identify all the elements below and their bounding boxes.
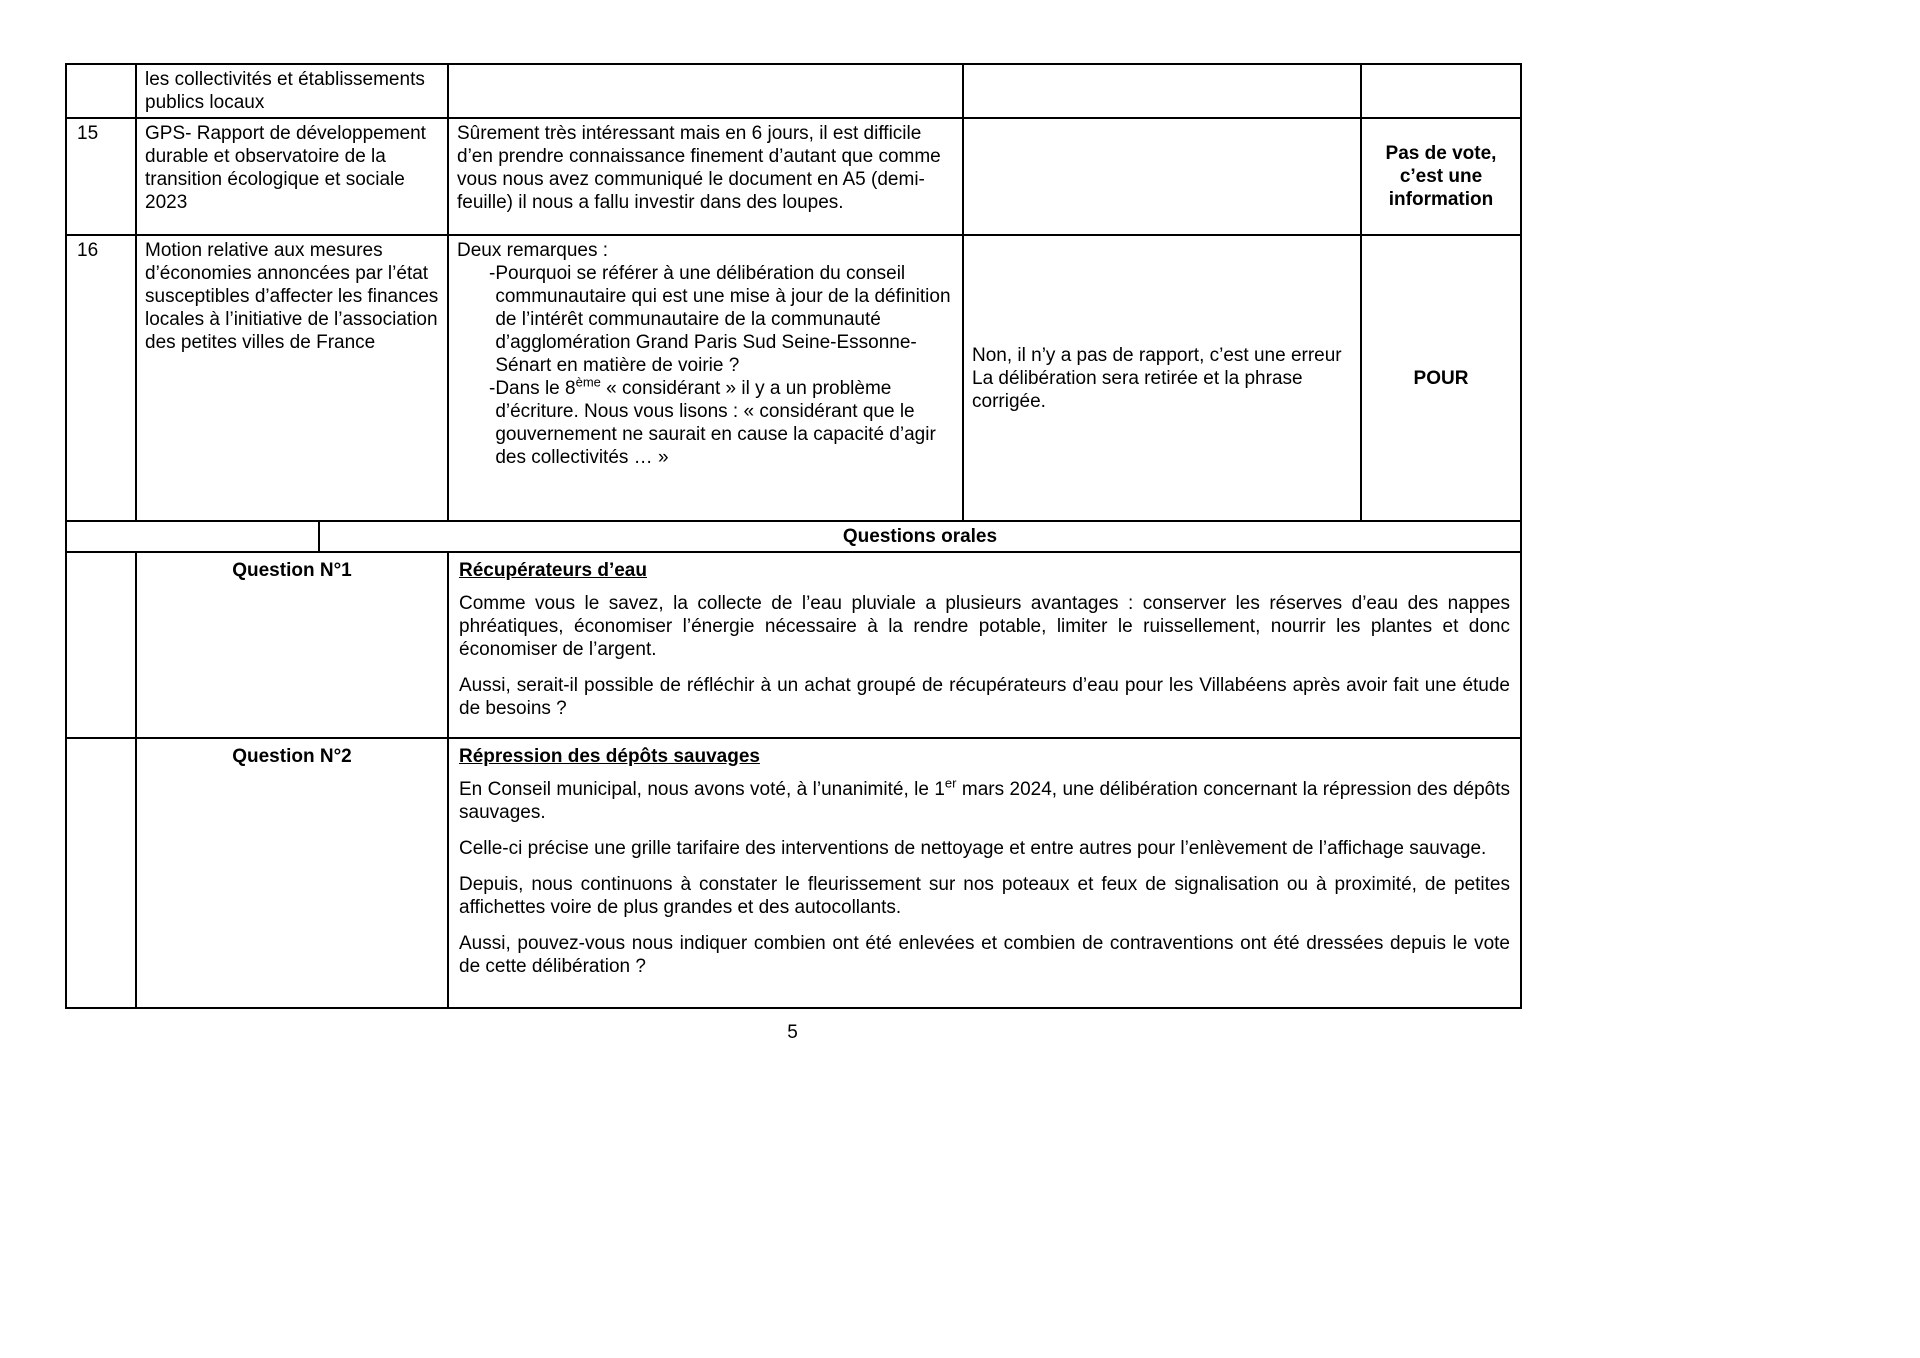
- response-cell: [963, 64, 1361, 118]
- superscript: er: [944, 775, 957, 791]
- bullet-dash: -: [489, 378, 496, 399]
- remark-cell: [448, 64, 963, 118]
- subject-cell: Motion relative aux mesures d’économies annoncées par l’état susceptibles d’affecter les finances locales à l’initiative de l’association des petites villes de France: [136, 235, 448, 521]
- vote-cell: [1361, 64, 1521, 118]
- table-row-carryover: [66, 64, 1521, 118]
- response-cell: [963, 235, 1361, 521]
- vote-cell: POUR: [1361, 235, 1521, 521]
- table-row-question-1: [66, 552, 1521, 738]
- document-page: [65, 63, 1520, 1044]
- bullet-text-part: « considérant » il y a un problème d’écriture. Nous vous lisons : « considérant que le gouvernement ne saurait en cause la capacité d’agir des collectivités … »: [495, 378, 936, 468]
- remark-intro: Deux remarques :: [457, 240, 609, 261]
- vote-cell: Pas de vote, c’est une information: [1361, 118, 1521, 235]
- subject-cell: GPS- Rapport de développement durable et observatoire de la transition écologique et sociale 2023: [136, 118, 448, 235]
- question-paragraph: Depuis, nous continuons à constater le fleurissement sur nos poteaux et feux de signalisation ou à proximité, de petites affichettes voire de plus grandes et des autocollants.: [459, 874, 1510, 918]
- response-cell: [963, 118, 1361, 235]
- remark-cell: Sûrement très intéressant mais en 6 jours, il est difficile d’en prendre connaissance finement d’autant que comme vous nous avez communiqué le document en A5 (demi-feuille) il nous a fallu investir dans des loupes.: [448, 118, 963, 235]
- item-number-cell: 16: [66, 235, 136, 521]
- question-label-cell: Question N°1: [136, 552, 448, 738]
- remark-bullet-1: [457, 262, 954, 377]
- question-label-cell: Question N°2: [136, 738, 448, 1008]
- questions-header-spacer-cell: [66, 521, 319, 552]
- subject-cell: les collectivités et établissements publics locaux: [136, 64, 448, 118]
- item-number-cell: [66, 552, 136, 738]
- question-title: Récupérateurs d’eau: [459, 560, 647, 581]
- item-number-cell: [66, 738, 136, 1008]
- question-paragraph: Celle-ci précise une grille tarifaire des interventions de nettoyage et entre autres pour l’enlèvement de l’affichage sauvage.: [459, 838, 1487, 859]
- bullet-text-part: Dans le 8: [495, 378, 576, 399]
- question-paragraph: [459, 775, 1510, 824]
- item-number-cell: 15: [66, 118, 136, 235]
- response-line: Non, il n’y a pas de rapport, c’est une erreur: [972, 344, 1342, 366]
- superscript: ème: [575, 374, 601, 390]
- remark-bullet-2: [457, 374, 954, 469]
- bullet-text: Pourquoi se référer à une délibération du conseil communautaire qui est une mise à jour de la définition de l’intérêt communautaire de la communauté d’agglomération Grand Paris Sud Seine-Essonne-Sénart en matière de voirie ?: [495, 263, 951, 376]
- questions-header-cell: Questions orales: [319, 521, 1521, 552]
- question-paragraph: Aussi, serait-il possible de réfléchir à un achat groupé de récupérateurs d’eau pour les Villabéens après avoir fait une étude de besoins ?: [459, 675, 1510, 719]
- question-paragraph: Aussi, pouvez-vous nous indiquer combien ont été enlevées et combien de contraventions ont été dressées depuis le vote de cette délibération ?: [459, 933, 1510, 977]
- question-content-cell: [448, 552, 1521, 738]
- response-line: La délibération sera retirée et la phrase corrigée.: [972, 367, 1303, 412]
- remark-cell: [448, 235, 963, 521]
- table-row-15: [66, 118, 1521, 235]
- bullet-dash: -: [489, 263, 496, 284]
- table-row-questions-header: [66, 521, 1521, 552]
- table-row-question-2: [66, 738, 1521, 1008]
- council-minutes-table: [65, 63, 1522, 1009]
- question-content-cell: [448, 738, 1521, 1008]
- bullet-text: [495, 374, 954, 469]
- paragraph-part: mars 2024, une délibération concernant la répression des dépôts sauvages.: [459, 779, 1510, 823]
- paragraph-part: En Conseil municipal, nous avons voté, à l’unanimité, le 1: [459, 779, 945, 800]
- question-paragraph: Comme vous le savez, la collecte de l’eau pluviale a plusieurs avantages : conserver les réserves d’eau des nappes phréatiques, économiser l’énergie nécessaire à la rendre potable, limiter le ruissellement, nourrir les plantes et donc économiser de l’argent.: [459, 593, 1510, 660]
- page-number: 5: [787, 1022, 798, 1043]
- question-title: Répression des dépôts sauvages: [459, 746, 760, 767]
- item-number-cell: [66, 64, 136, 118]
- table-row-16: [66, 235, 1521, 521]
